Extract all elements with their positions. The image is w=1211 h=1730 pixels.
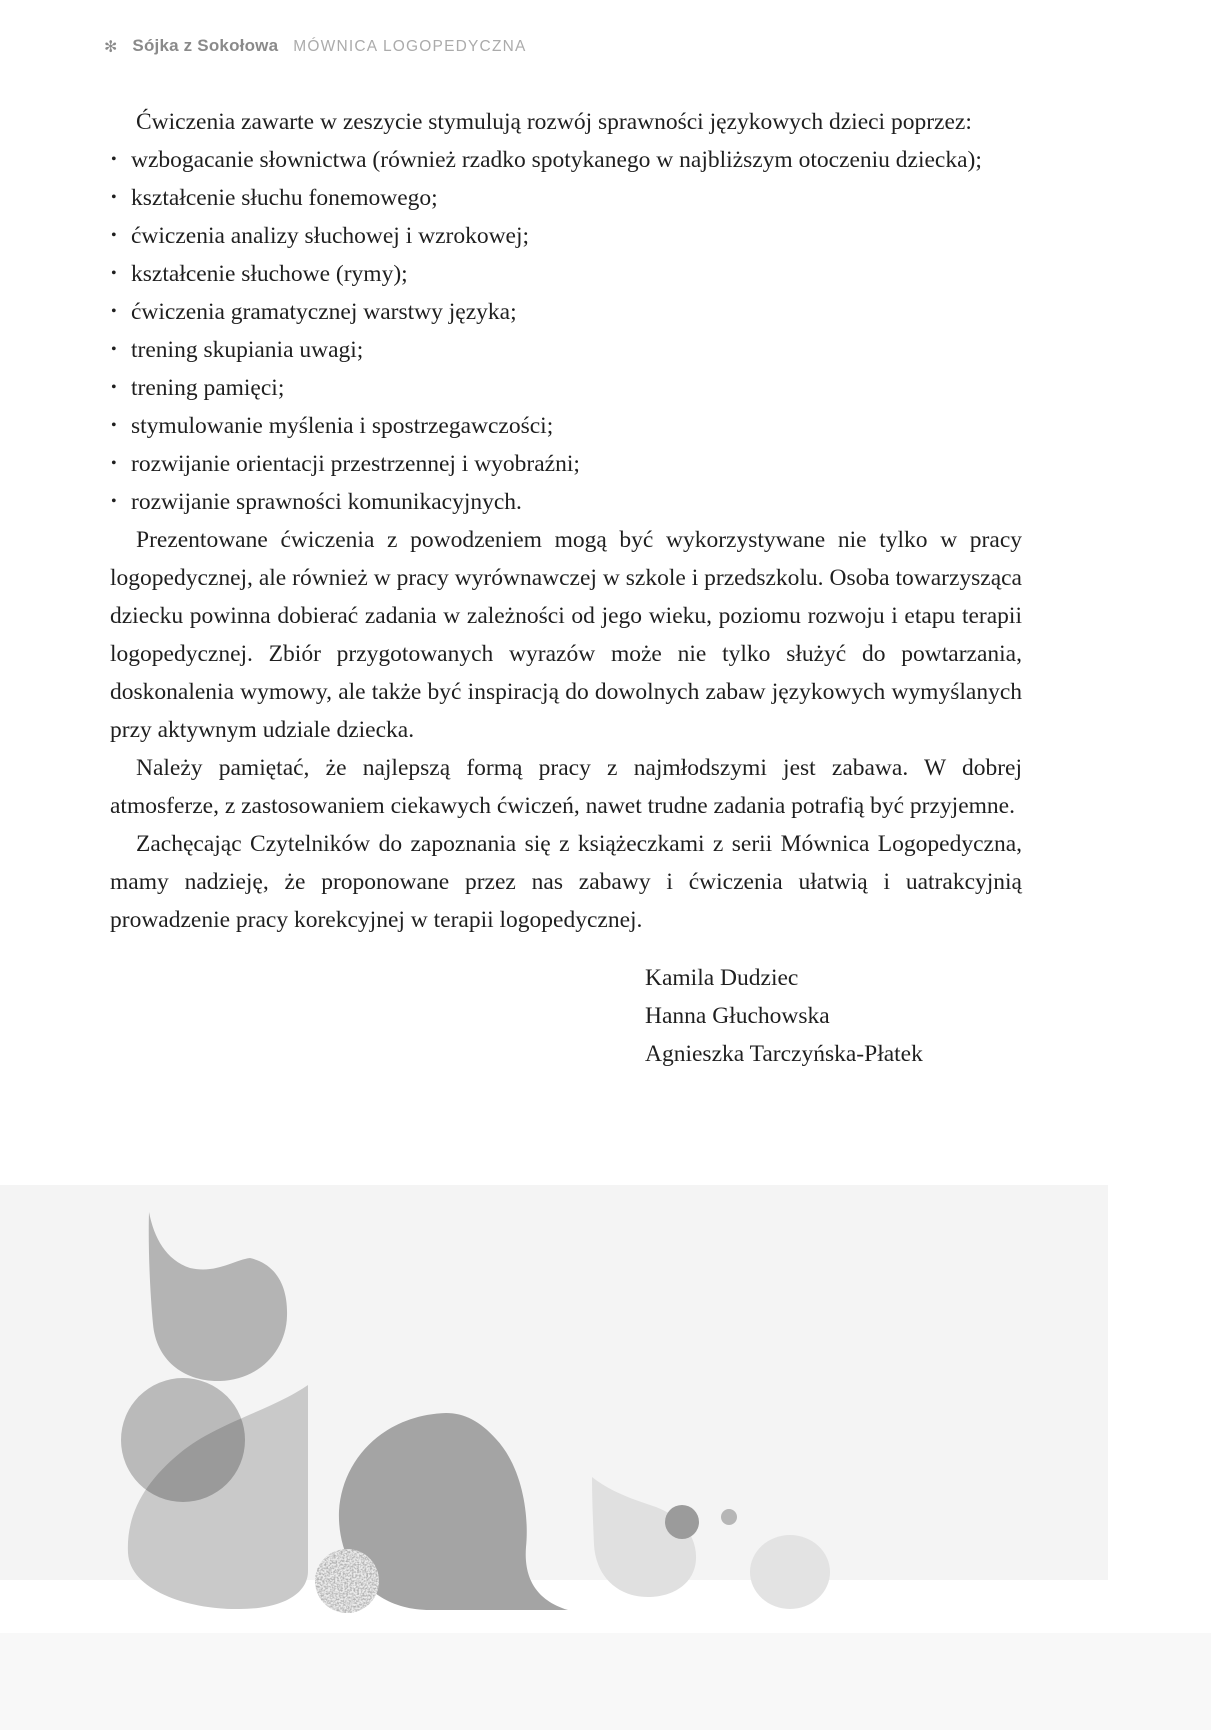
paragraph: Prezentowane ćwiczenia z powodzeniem mogą być wykorzystywane nie tylko w pracy logopedycznej, ale również w pracy wyrównawczej w szkole i przedszkolu. Osoba towarzysząca dziecku powinna dobierać zadania w zależności od jego wieku, poziomu rozwoju i etapu terapii logopedycznej. Zbiór przygotowanych wyrazów może nie tylko służyć do powtarzania, doskonalenia wymowy, ale także być inspiracją do dowolnych zabaw językowych wymyślanych przy aktywnym udziale dziecka. xyxy=(110,527,1022,743)
list-item xyxy=(110,293,1022,331)
list-item xyxy=(110,331,1022,369)
list-item xyxy=(110,407,1022,445)
body-text-column xyxy=(110,103,1022,1073)
publisher-name: Sójka z Sokołowa xyxy=(132,36,279,55)
glitter-circle-shape xyxy=(314,1548,380,1614)
teardrop-shape xyxy=(146,1212,288,1382)
dark-dot-shape xyxy=(665,1505,699,1539)
list-item xyxy=(110,445,1022,483)
series-title: MÓWNICA LOGOPEDYCZNA xyxy=(293,38,527,55)
list-item-text: rozwijanie sprawności komunikacyjnych. xyxy=(131,489,522,515)
authors-signature-block xyxy=(645,959,1022,1073)
list-item xyxy=(110,217,1022,255)
list-item xyxy=(110,483,1022,521)
list-item-text: kształcenie słuchowe (rymy); xyxy=(131,261,408,287)
light-ellipse-shape xyxy=(750,1535,830,1609)
list-item xyxy=(110,255,1022,293)
paragraph: Należy pamiętać, że najlepszą formą pracy z najmłodszymi jest zabawa. W dobrej atmosferze, z zastosowaniem ciekawych ćwiczeń, nawet trudne zadania potrafią być przyjemne. xyxy=(110,755,1022,819)
author-name: Hanna Głuchowska xyxy=(645,1003,830,1029)
list-item-text: trening pamięci; xyxy=(131,375,285,401)
tiny-dot-shape xyxy=(721,1509,737,1525)
overlap-circle-shape xyxy=(121,1378,245,1502)
author-name: Agnieszka Tarczyńska-Płatek xyxy=(645,1041,923,1067)
list-item-text: rozwijanie orientacji przestrzennej i wyobraźni; xyxy=(131,451,580,477)
list-item-text: ćwiczenia gramatycznej warstwy języka; xyxy=(131,299,517,325)
list-item-text: kształcenie słuchu fonemowego; xyxy=(131,185,438,211)
list-item-text: stymulowanie myślenia i spostrzegawczości; xyxy=(131,413,554,439)
list-item xyxy=(110,369,1022,407)
list-item xyxy=(110,179,1022,217)
list-item-text: ćwiczenia analizy słuchowej i wzrokowej; xyxy=(131,223,530,249)
list-item xyxy=(110,141,1022,179)
list-item-text: trening skupiania uwagi; xyxy=(131,337,364,363)
list-item-text: wzbogacanie słownictwa (również rzadko spotykanego w najbliższym otoczeniu dziecka); xyxy=(131,147,982,173)
paragraph: Zachęcając Czytelników do zapoznania się z książeczkami z serii Mównica Logopedyczna, mamy nadzieję, że proponowane przez nas zabawy i ćwiczenia ułatwią i uatrakcyjnią prowadzenie pracy korekcyjnej w terapii logopedycznej. xyxy=(110,831,1022,933)
author-name: Kamila Dudziec xyxy=(645,965,799,991)
skills-bullet-list xyxy=(110,141,1022,521)
page-header xyxy=(104,36,527,56)
publisher-flower-icon: ✻ xyxy=(104,39,118,56)
intro-paragraph: Ćwiczenia zawarte w zeszycie stymulują rozwój sprawności językowych dzieci poprzez: xyxy=(136,109,972,135)
background-band-lower xyxy=(0,1633,1211,1730)
